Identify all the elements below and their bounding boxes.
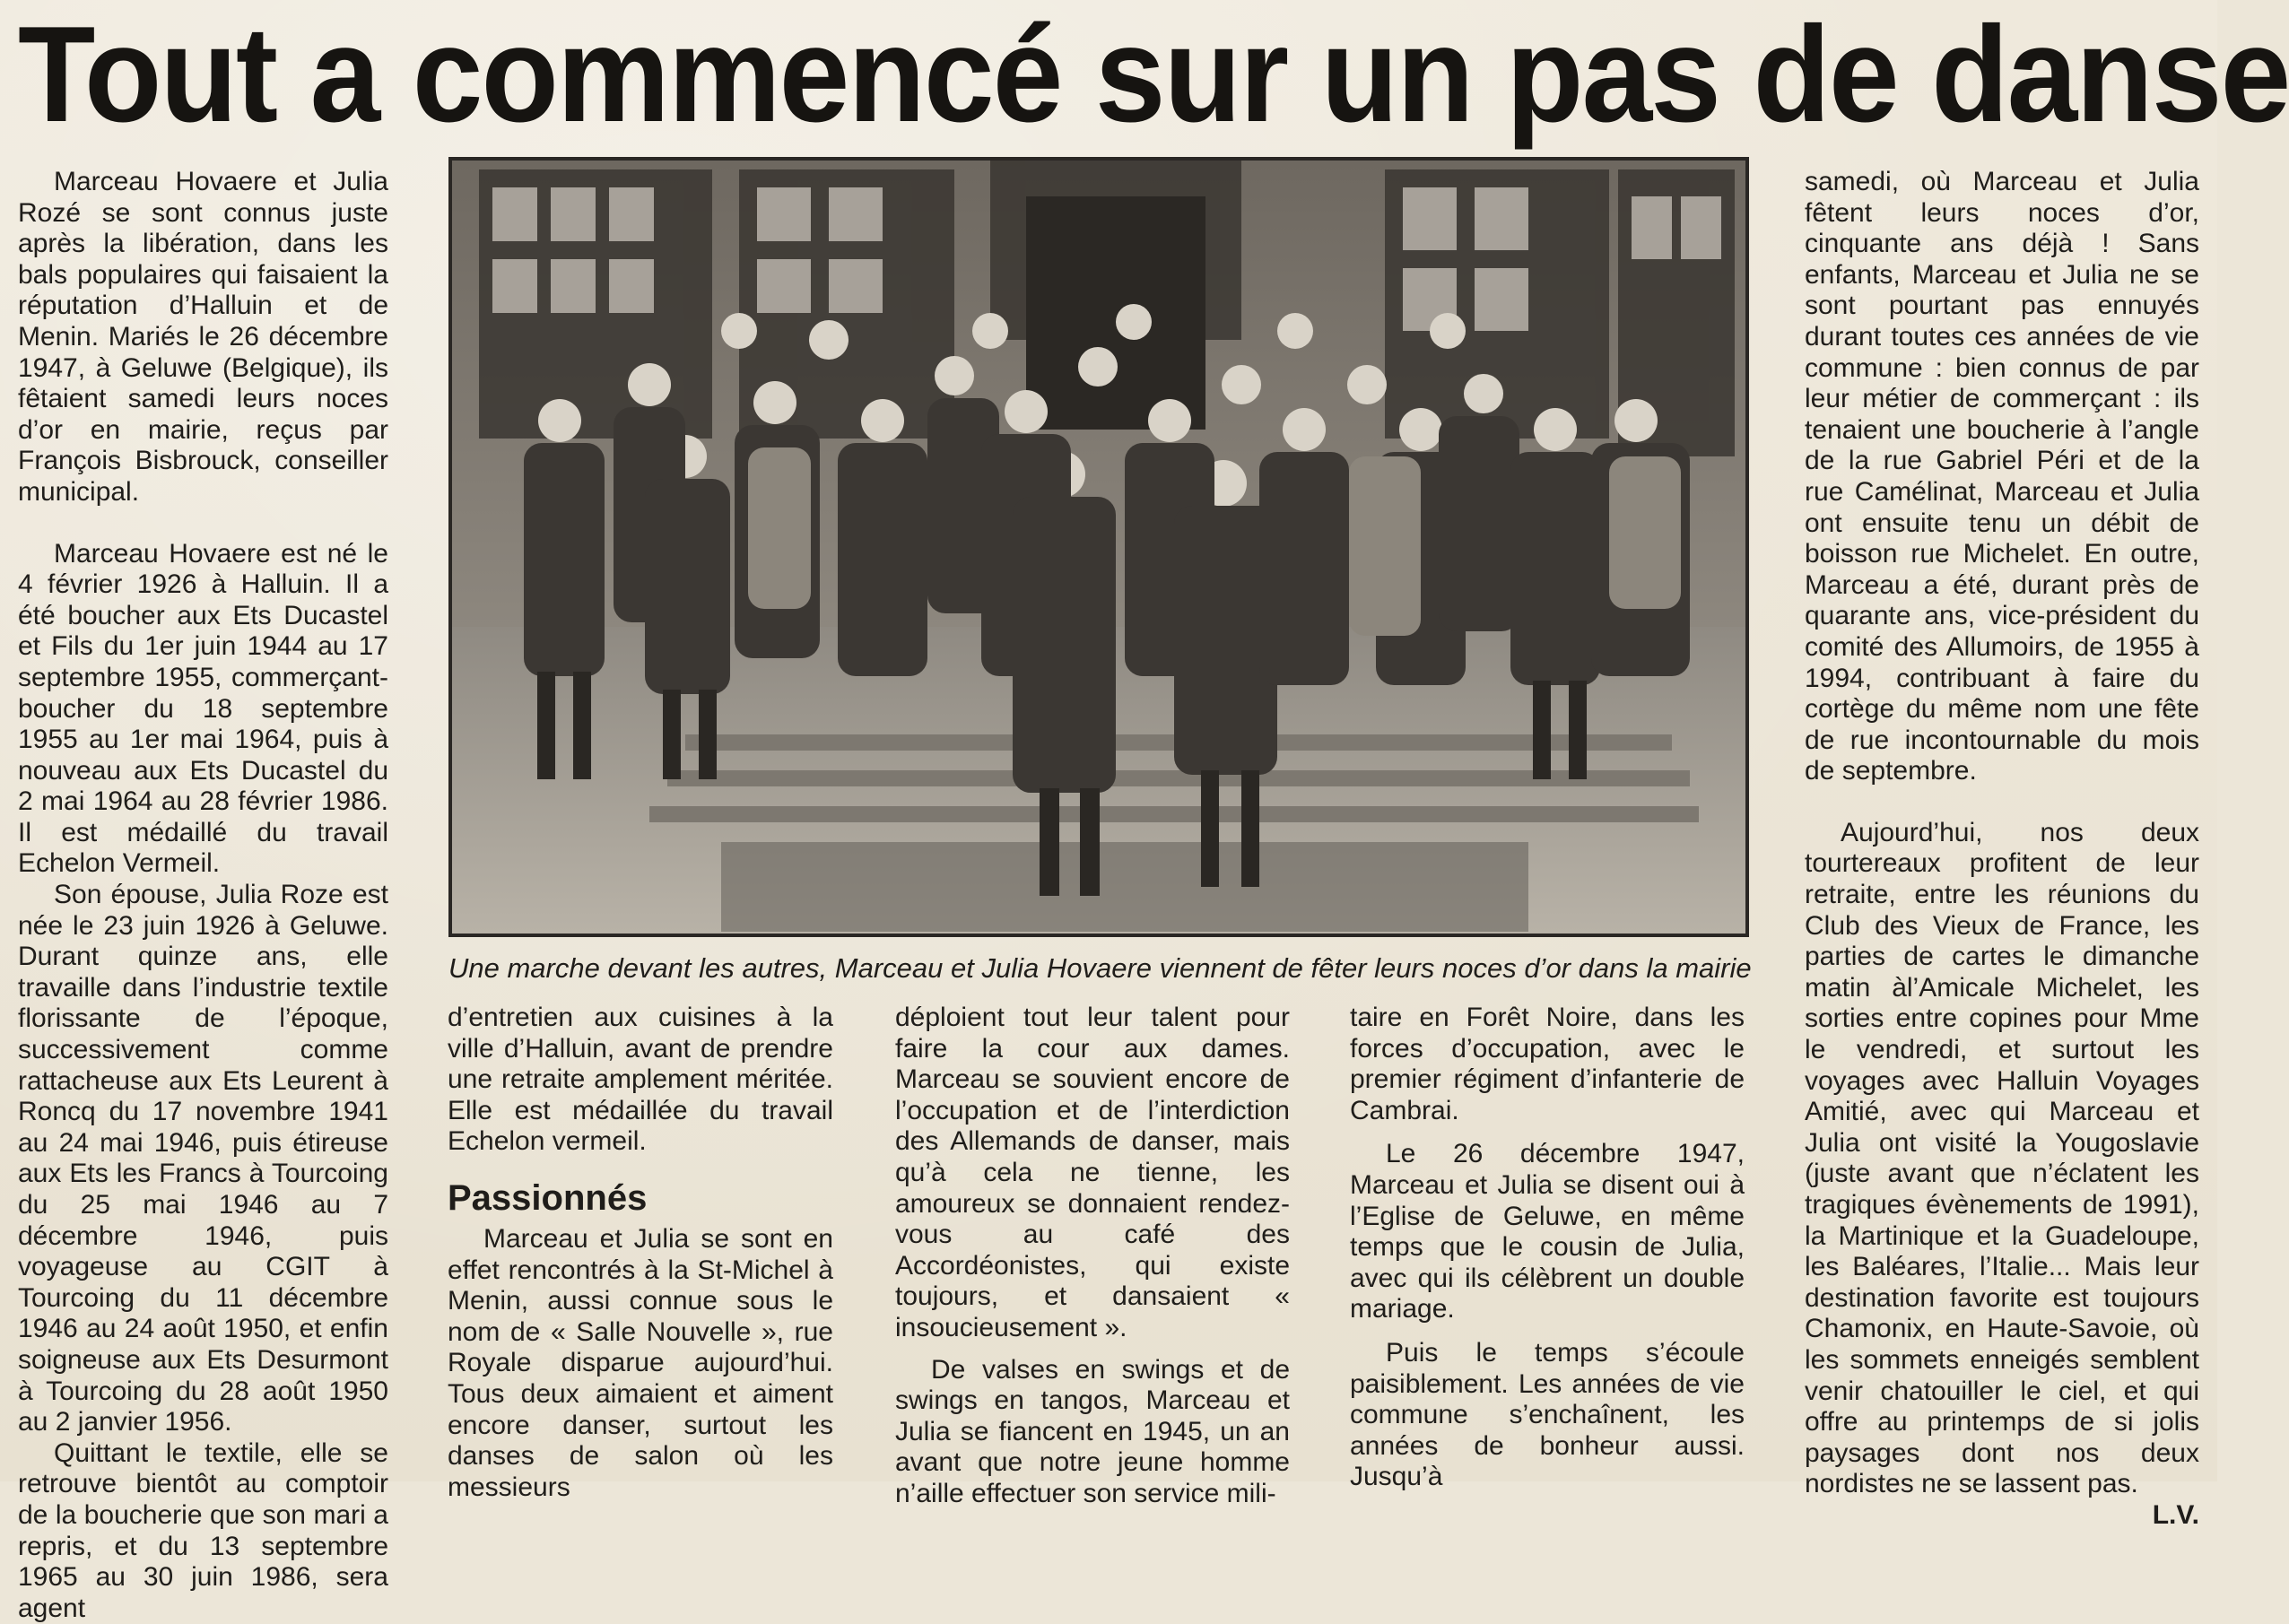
col5-paragraph-1: samedi, où Marceau et Julia fêtent leurs noces d’or, cinquante ans déjà ! Sans enfants, Marceau et Julia ne se sont pourtant pas ennuyés durant toutes ces années de vie commune : bien connus de par leur métier de commerçant : ils tenaient une boucherie à l’angle de la rue Gabriel Péri et de la rue Camélinat, Marceau et Julia ont ensuite tenu un débit de boisson rue Michelet. En outre, Marceau a été, durant près de quarante ans, vice-président du comité des Allumoirs, de 1955 à 1994, contribuant à faire du cortège du même nom une fête de rue incontournable du mois de septembre. — [1805, 167, 2199, 786]
section-subhead: Passionnés — [448, 1177, 648, 1218]
col3-paragraph-1: déploient tout leur talent pour faire la cour aux dames. Marceau se souvient encore de l’occupation et de l’interdiction des Allemands de danser, mais qu’à cela ne tienne, les amoureux se donnaient rendez-vous au café des Accordéonistes, qui existe toujours, et dansaient « insoucieusement ». — [895, 1003, 1290, 1342]
column-4 — [1350, 1003, 1745, 1492]
col1-paragraph-3: Son épouse, Julia Roze est née le 23 juin 1926 à Geluwe. Durant quinze ans, elle travaille dans l’industrie textile florissante de l’époque, successivement comme rattacheuse aux Ets Leurent à Roncq du 17 novembre 1941 au 24 mai 1946, puis étireuse aux Ets les Francs à Tourcoing du 25 mai 1946 au 7 décembre 1946, puis voyageuse au CGIT à Tourcoing du 11 décembre 1946 au 24 août 1950, et enfin soigneuse aux Ets Desurmont à Tourcoing du 28 août 1950 au 2 janvier 1956. — [18, 880, 388, 1437]
col1-paragraph-1: Marceau Hovaere et Julia Rozé se sont connus juste après la libération, dans les bals populaires qui faisaient la réputation d’Halluin et de Menin. Mariés le 26 décembre 1947, à Geluwe (Belgique), ils fêtaient samedi leurs noces d’or en mairie, reçus par François Bisbrouck, conseiller municipal. — [18, 167, 388, 507]
col4-paragraph-3: Puis le temps s’écoule paisiblement. Les années de vie commune s’enchaînent, les années de bonheur aussi. Jusqu’à — [1350, 1337, 1745, 1492]
col2-paragraph-2: Marceau et Julia se sont en effet rencontrés à la St-Michel à Menin, aussi connue sous le nom de « Salle Nouvelle », rue Royale disparue aujourd’hui. Tous deux aimaient et aiment encore danser, surtout les danses de salon où les messieurs — [448, 1223, 833, 1502]
col3-paragraph-2: De valses en swings et de swings en tangos, Marceau et Julia se fiancent en 1945, un an avant que notre jeune homme n’aille effectuer son service mili- — [895, 1354, 1290, 1508]
column-2 — [448, 1003, 833, 1502]
column-3 — [895, 1003, 1290, 1508]
col1-paragraph-2: Marceau Hovaere est né le 4 février 1926 à Halluin. Il a été boucher aux Ets Ducastel et Fils du 1er juin 1944 au 17 septembre 1955, commerçant-boucher du 18 septembre 1955 au 1er mai 1964, puis à nouveau aux Ets Ducastel du 2 mai 1964 au 28 février 1986. Il est médaillé du travail Echelon Vermeil. — [18, 538, 388, 879]
photo-caption: Une marche devant les autres, Marceau et Julia Hovaere viennent de fêter leurs noces d’or dans la mairie — [448, 952, 1752, 984]
author-signature: L.V. — [2152, 1499, 2199, 1530]
group-photo-illustration — [452, 161, 1745, 934]
col5-paragraph-2: Aujourd’hui, nos deux tourtereaux profitent de leur retraite, entre les réunions du Club des Vieux de France, les parties de cartes le dimanche matin àl’Amicale Michelet, les sorties entre copines pour Mme le vendredi, et surtout les voyages avec Halluin Voyages Amitié, avec qui Marceau et Julia ont visité la Yougoslavie (juste avant que n’éclatent les tragiques évènements de 1991), la Martinique et la Guadeloupe, les Baléares, l’Italie... Mais leur destination favorite est toujours Chamonix, en Haute-Savoie, où les sommets enneigés semblent venir chatouiller le ciel, et qui offre au printemps de si jolis paysages dont nos deux nordistes ne se lassent pas. — [1805, 817, 2199, 1499]
column-5 — [1805, 167, 2199, 1530]
col4-paragraph-2: Le 26 décembre 1947, Marceau et Julia se disent oui à l’Eglise de Geluwe, en même temps que le cousin de Julia, avec qui ils célèbrent un double mariage. — [1350, 1139, 1745, 1324]
col1-paragraph-4: Quittant le textile, elle se retrouve bientôt au comptoir de la boucherie que son mari a repris, et du 13 septembre 1965 au 30 juin 1986, sera agent — [18, 1437, 388, 1623]
column-1 — [18, 167, 388, 1623]
col4-paragraph-1: taire en Forêt Noire, dans les forces d’occupation, avec le premier régiment d’infanterie de Cambrai. — [1350, 1003, 1745, 1125]
group-photo — [448, 157, 1749, 937]
col2-paragraph-1: d’entretien aux cuisines à la ville d’Halluin, avant de prendre une retraite amplement méritée. Elle est médaillée du travail Echelon vermeil. — [448, 1003, 833, 1157]
headline: Tout a commencé sur un pas de danse — [18, 0, 2289, 151]
